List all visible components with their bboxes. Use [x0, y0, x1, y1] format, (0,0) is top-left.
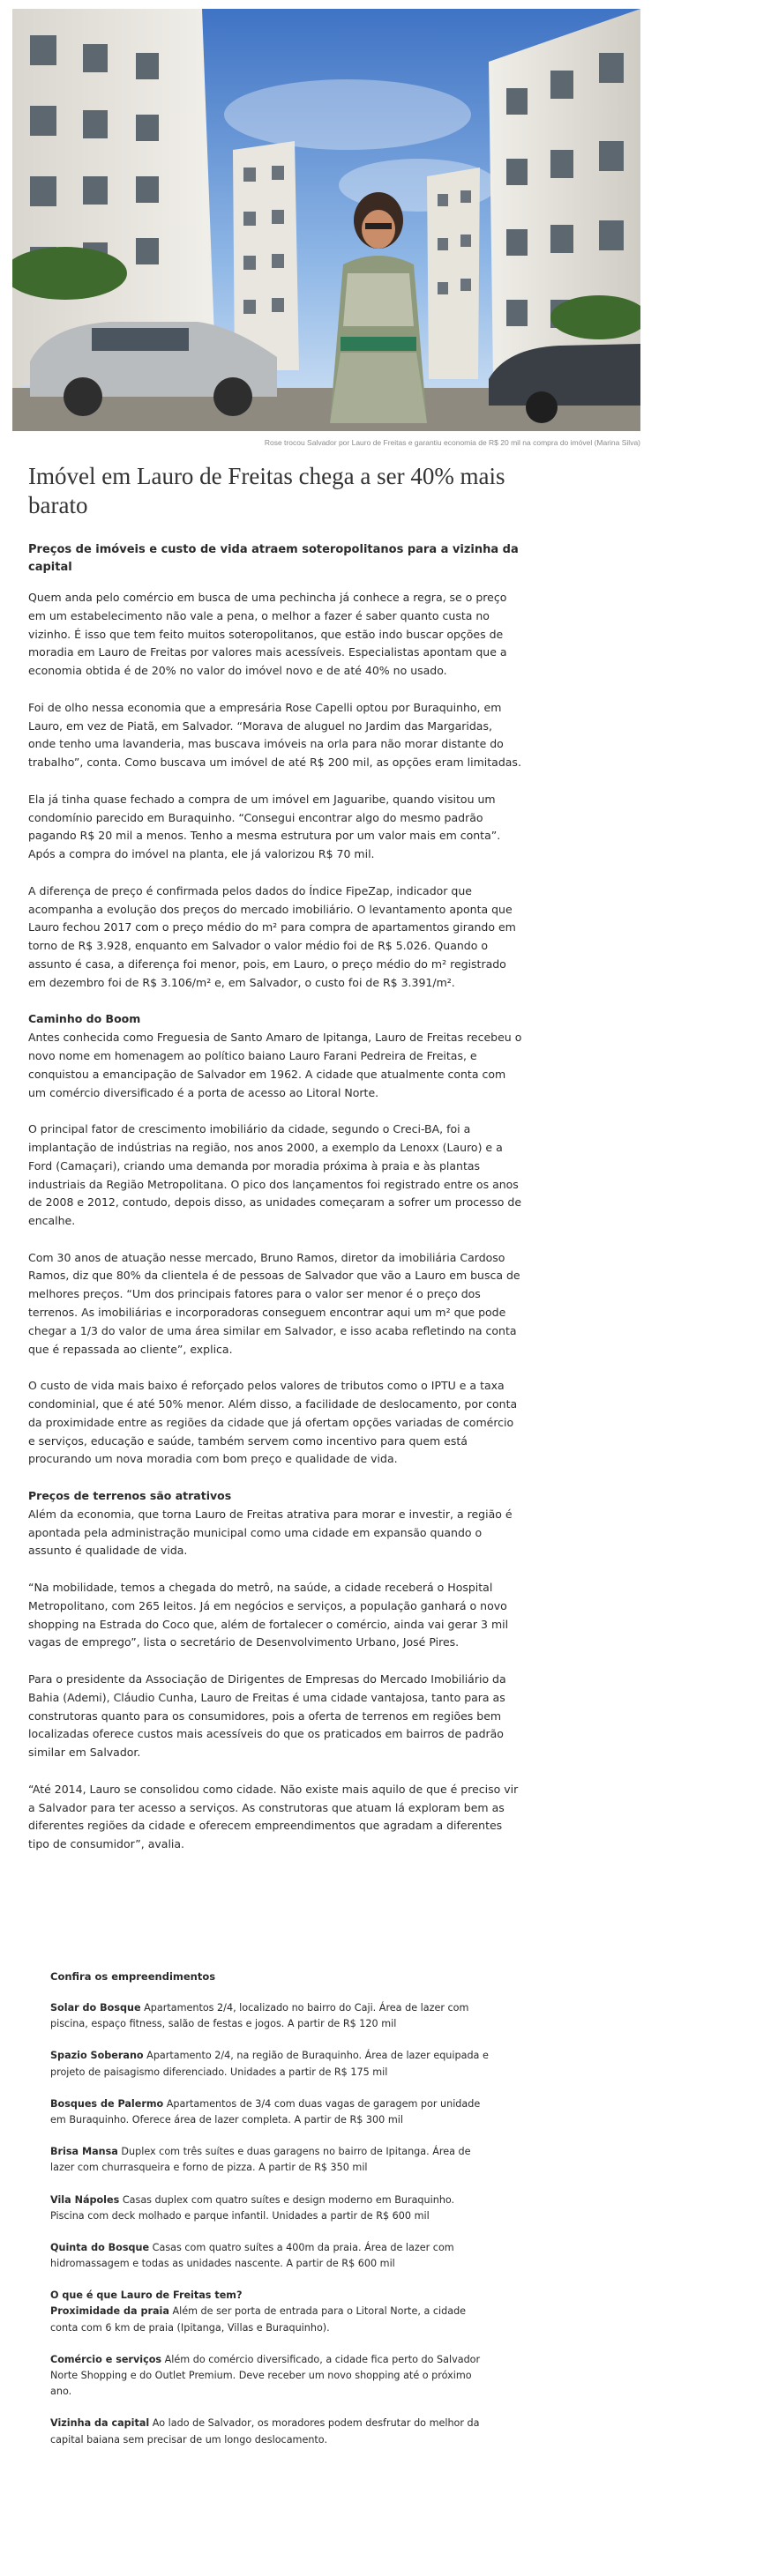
paragraph: Com 30 anos de atuação nesse mercado, Bruno Ramos, diretor da imobiliária Cardoso Ramos, diz que 80% da clientela é de pessoas de Salvador que vão a Lauro em busca de melhores preços. “Um dos principais fatores para o valor ser menor é o preço dos terrenos. As imobiliárias e incorporadoras conseguem encontrar aqui um m² que pode chegar a 1/3 do valor de uma área similar em Salvador, e isso acaba refletindo na conta que é repassada ao cliente”, explica. [28, 1250, 520, 1356]
development-name: Brisa Mansa [50, 2146, 118, 2158]
paragraph: A diferença de preço é confirmada pelos dados do Índice FipeZap, indicador que acompanha a evolução dos preços do mercado imobiliário. O levantamento aponta que Lauro fechou 2017 com o preço médio do m² para compra de apartamentos girando em torno de R$ 3.928, enquanto em Salvador o valor médio foi de R$ 5.026. Quando o assunto é casa, a diferença foi menor, pois, em Lauro, o preço médio do m² registrado em dezembro foi de R$ 3.106/m² e, em Salvador, o custo foi de R$ 3.391/m². [28, 883, 516, 989]
paragraph: Para o presidente da Associação de Dirigentes de Empresas do Mercado Imobiliário da Bahia (Ademi), Cláudio Cunha, Lauro de Freitas é uma cidade vantajosa, tanto para as construtoras quanto para os consumidores, pois a oferta de terrenos em regiões bem localizadas oferece custos mais acessíveis do que os praticados em bairros de padrão similar em Salvador. [28, 1672, 506, 1760]
section-heading: Caminho do Boom [28, 1012, 141, 1026]
paragraph: Ela já tinha quase fechado a compra de um imóvel em Jaguaribe, quando visitou um condomínio parecido em Buraquinho. “Consegui encontrar algo do mesmo padrão pagando R$ 20 mil a menos. Tenho a mesma estrutura por um valor mais em conta”. Após a compra do imóvel na planta, ele já valorizou R$ 70 mil. [28, 792, 501, 861]
development-item [50, 2048, 491, 2080]
development-desc: Duplex com três suítes e duas garagens no bairro de Ipitanga. Área de lazer com churrasqueira e forno de pizza. A partir de R$ 350 mil [50, 2146, 471, 2174]
paragraph: Além da economia, que torna Lauro de Freitas atrativa para morar e investir, a região é apontada pela administração municipal como uma cidade em expansão quando o assunto é qualidade de vida. [28, 1507, 513, 1558]
development-name: Spazio Soberano [50, 2050, 144, 2062]
development-name: Vila Nápoles [50, 2193, 120, 2206]
development-name: Quinta do Bosque [50, 2242, 150, 2254]
reason-name: Proximidade da praia [50, 2305, 169, 2318]
paragraph: Foi de olho nessa economia que a empresária Rose Capelli optou por Buraquinho, em Lauro, em vez de Piatã, em Salvador. “Morava de aluguel no Jardim das Margaridas, onde tenho uma lavanderia, mas buscava imóveis na orla para não morar distante do trabalho”, conta. Como buscava um imóvel de até R$ 200 mil, as opções eram limitadas. [28, 700, 521, 770]
reason-desc: Ao lado de Salvador, os moradores podem desfrutar do melhor da capital baiana sem precisar de um longo deslocamento. [50, 2417, 480, 2446]
developments-box [50, 1969, 491, 2464]
development-desc: Apartamentos 2/4, localizado no bairro do Caji. Área de lazer com piscina, espaço fitness, salão de festas e jogos. A partir de R$ 120 mil [50, 2002, 469, 2030]
paragraph: O principal fator de crescimento imobiliário da cidade, segundo o Creci-BA, foi a implantação de indústrias na região, nos anos 2000, a exemplo da Lenoxx (Lauro) e a Ford (Camaçari), criando uma demanda por moradia próxima à praia e às plantas industriais da Região Metropolitana. O pico dos lançamentos foi registrado entre os anos de 2008 e 2012, contudo, depois disso, as unidades começaram a sofrer um processo de encalhe. [28, 1122, 522, 1228]
development-item [50, 2096, 491, 2128]
paragraph: “Na mobilidade, temos a chegada do metrô, na saúde, a cidade receberá o Hospital Metropolitano, com 265 leitos. Já em negócios e serviços, a população ganhará o novo shopping na Estrada do Coco que, além de fortalecer o comércio, ainda vai gerar 3 mil vagas de emprego”, lista o secretário de Desenvolvimento Urbano, José Pires. [28, 1581, 509, 1649]
section-heading: Preços de terrenos são atrativos [28, 1489, 232, 1503]
article-photo [12, 9, 640, 431]
reason-desc: Além do comércio diversificado, a cidade fica perto do Salvador Norte Shopping e do Outlet Premium. Deve receber um novo shopping até o próximo ano. [50, 2353, 481, 2398]
reason-name: Vizinha da capital [50, 2417, 150, 2430]
development-desc: Apartamentos de 3/4 com duas vagas de garagem por unidade em Buraquinho. Oferece área de lazer completa. A partir de R$ 300 mil [50, 2097, 481, 2126]
development-desc: Casas duplex com quatro suítes e design moderno em Buraquinho. Piscina com deck molhado e parque infantil. Unidades a partir de R$ 600 mil [50, 2193, 455, 2222]
development-desc: Apartamento 2/4, na região de Buraquinho. Área de lazer equipada e projeto de paisagismo diferenciado. Unidades a partir de R$ 175 mil [50, 2050, 489, 2078]
development-item [50, 2193, 491, 2224]
development-item [50, 2144, 491, 2176]
development-item [50, 2000, 491, 2032]
article-title: Imóvel em Lauro de Freitas chega a ser 40% mais barato [28, 463, 505, 518]
reason-desc: Além de ser porta de entrada para o Litoral Norte, a cidade conta com 6 km de praia (Ipitanga, Villas e Buraquinho). [50, 2305, 467, 2334]
box-subheading: O que é que Lauro de Freitas tem? [50, 2289, 243, 2302]
development-item [50, 2240, 491, 2272]
photo-illustration [12, 9, 640, 431]
development-name: Bosques de Palermo [50, 2097, 164, 2110]
article-body [28, 458, 522, 1872]
reason-item [50, 2416, 491, 2447]
paragraph: Antes conhecida como Freguesia de Santo Amaro de Ipitanga, Lauro de Freitas recebeu o novo nome em homenagem ao político baiano Lauro Farani Pedreira de Freitas, e conquistou a emancipação de Salvador em 1962. A cidade que atualmente conta com um comércio diversificado é a porta de acesso ao Litoral Norte. [28, 1031, 522, 1099]
reason-item [50, 2352, 491, 2401]
photo-caption: Rose trocou Salvador por Lauro de Freitas e garantiu economia de R$ 20 mil na compra do imóvel (Marina Silva) [264, 438, 640, 447]
paragraph: O custo de vida mais baixo é reforçado pelos valores de tributos como o IPTU e a taxa condominial, que é até 50% menor. Além disso, a facilidade de deslocamento, por conta da proximidade entre as regiões da cidade que já ofertam opções variadas de comércio e serviços, educação e saúde, também servem como incentivo para quem está procurando um nova moradia com bom preço e qualidade de vida. [28, 1379, 518, 1466]
article-subtitle: Preços de imóveis e custo de vida atraem soteropolitanos para a vizinha da capital [28, 543, 519, 574]
paragraph: “Até 2014, Lauro se consolidou como cidade. Não existe mais aquilo de que é preciso vir a Salvador para ter acesso a serviços. As construtoras que atuam lá exploram bem as diferentes regiões da cidade e oferecem empreendimentos que agradam a diferentes tipo de consumidor”, avalia. [28, 1782, 519, 1851]
paragraph: Quem anda pelo comércio em busca de uma pechincha já conhece a regra, se o preço em um estabelecimento não vale a pena, o melhor a fazer é saber quanto custa no vizinho. É isso que tem feito muitos soteropolitanos, que estão indo buscar opções de moradia em Lauro de Freitas por valores mais acessíveis. Especialistas apontam que a economia obtida é de 20% no valor do imóvel novo e de até 40% no usado. [28, 591, 507, 678]
development-desc: Casas com quatro suítes a 400m da praia. Área de lazer com hidromassagem e todas as unidades nascente. A partir de R$ 600 mil [50, 2242, 454, 2270]
reason-name: Comércio e serviços [50, 2353, 162, 2365]
reason-item [50, 2304, 491, 2335]
development-name: Solar do Bosque [50, 2002, 141, 2014]
box-title: Confira os empreendimentos [50, 1970, 216, 1983]
